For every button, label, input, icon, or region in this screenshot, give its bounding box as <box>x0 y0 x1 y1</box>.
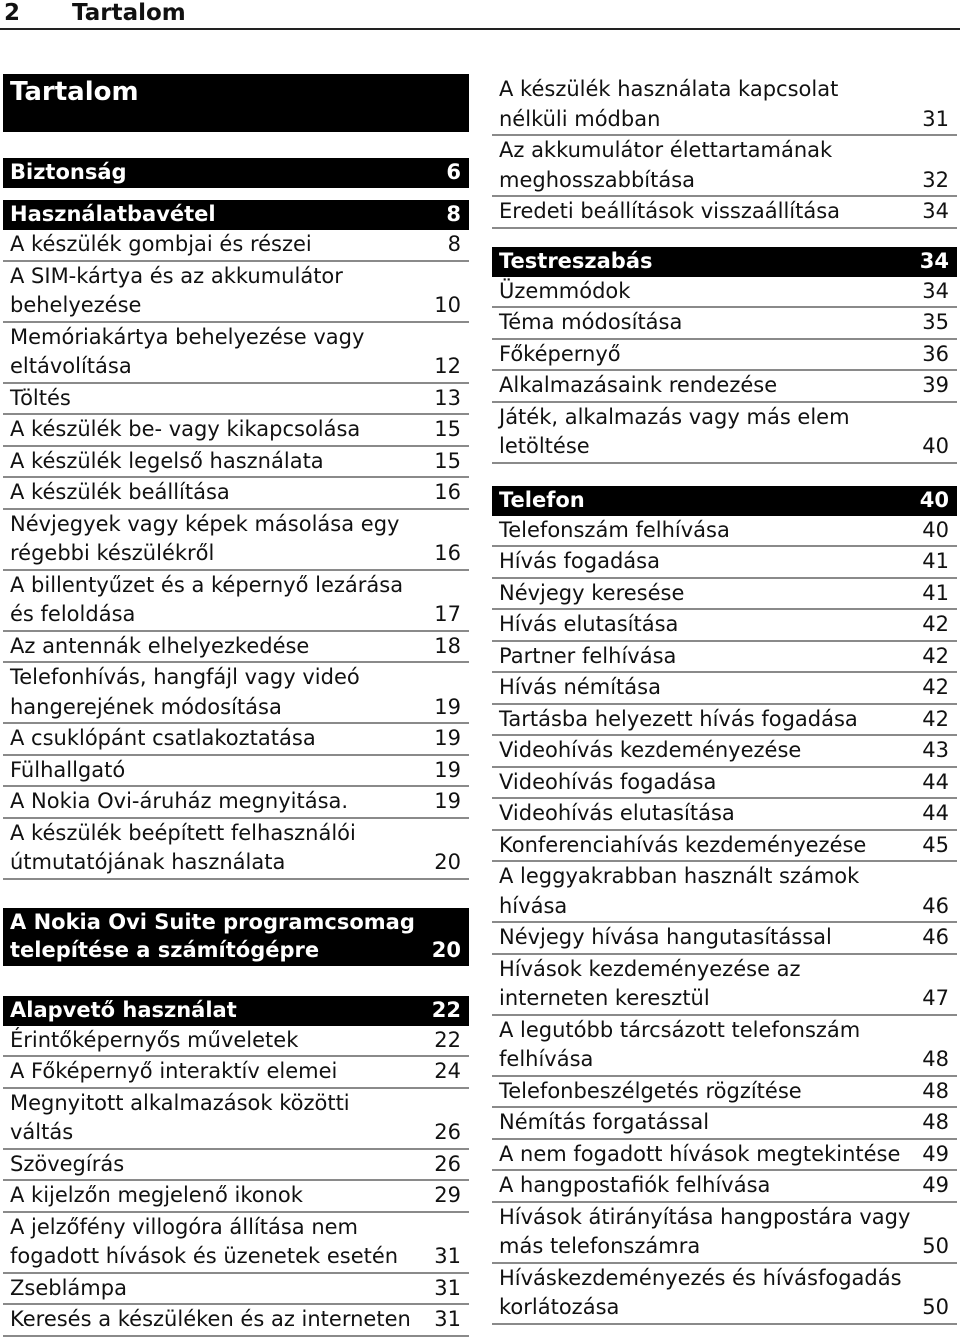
toc-entry-title: Keresés a készüléken és az interneten <box>10 1307 411 1331</box>
toc-entry-title: Érintőképernyős műveletek <box>10 1027 299 1052</box>
toc-page-number: 8 <box>447 232 461 256</box>
toc-entry-title: Zseblámpa <box>10 1275 127 1300</box>
toc-page-number: 50 <box>922 1234 949 1258</box>
toc-entry <box>3 1026 469 1058</box>
toc-entry <box>492 1264 957 1325</box>
toc-entry <box>492 136 957 197</box>
toc-entry-title: Hívás elutasítása <box>499 612 679 636</box>
toc-entry-title: Szövegírás <box>10 1151 125 1176</box>
toc-right-list <box>492 75 957 1325</box>
toc-entry-title: Alkalmazásaink rendezése <box>499 373 778 397</box>
toc-entry-title: A leggyakrabban használt számok hívása <box>499 864 860 918</box>
page-header <box>0 0 960 30</box>
toc-page-number: 10 <box>434 293 461 317</box>
toc-entry-title: Híváskezdeményezés és hívásfogadás korlátozása <box>499 1265 902 1319</box>
toc-entry-title: Partner felhívása <box>499 643 677 668</box>
toc-entry-title: Videohívás kezdeményezése <box>499 738 802 762</box>
toc-page-number: 32 <box>922 167 949 192</box>
toc-entry-title: Névjegy hívása hangutasítással <box>499 925 832 949</box>
toc-entry <box>492 1171 957 1203</box>
toc-page-number: 6 <box>446 160 461 184</box>
toc-page-number: 36 <box>922 341 949 366</box>
toc-entry <box>492 799 957 831</box>
toc-page-number: 16 <box>434 541 461 565</box>
toc-entry <box>492 736 957 768</box>
toc-entry-title: A készülék beállítása <box>10 480 230 504</box>
running-title: Tartalom <box>72 0 186 26</box>
toc-page-number: 19 <box>434 726 461 750</box>
toc-entry-title: Hívás fogadása <box>499 549 660 573</box>
toc-entry <box>3 724 469 756</box>
toc-page-number: 13 <box>434 385 461 410</box>
toc-entry <box>3 262 469 323</box>
toc-page-number: 19 <box>434 694 461 719</box>
toc-entry <box>3 323 469 384</box>
toc-page-number: 46 <box>922 925 949 949</box>
toc-page-number: 34 <box>922 278 949 303</box>
toc-entry-title: A készülék legelső használata <box>10 448 324 473</box>
toc-entry <box>3 1057 469 1089</box>
toc-entry <box>3 787 469 819</box>
toc-page-number: 49 <box>922 1141 949 1166</box>
toc-page-number: 26 <box>434 1120 461 1144</box>
toc-entry <box>492 673 957 705</box>
toc-page-number: 15 <box>434 417 461 441</box>
toc-page-number: 39 <box>922 373 949 397</box>
toc-entry-title: A készülék gombjai és részei <box>10 232 312 256</box>
toc-entry-title: Fülhallgató <box>10 757 126 782</box>
toc-entry-title: Videohívás fogadása <box>499 769 717 794</box>
toc-entry <box>3 1150 469 1182</box>
toc-entry-title: Telefonbeszélgetés rögzítése <box>499 1078 802 1103</box>
toc-page-number: 43 <box>922 738 949 762</box>
toc-entry <box>492 403 957 464</box>
toc-entry <box>492 642 957 674</box>
toc-entry-title: Eredeti beállítások visszaállítása <box>499 199 841 223</box>
toc-entry <box>3 1181 469 1213</box>
toc-page-number: 34 <box>922 199 949 223</box>
toc-section-heading <box>3 158 469 188</box>
toc-page-number: 48 <box>922 1110 949 1134</box>
toc-page-number: 42 <box>922 706 949 731</box>
toc-entry <box>492 831 957 863</box>
toc-entry <box>492 197 957 229</box>
toc-page-number: 29 <box>434 1183 461 1207</box>
toc-entry-title: A jelzőfény villogóra állítása nem fogadott hívások és üzenetek esetén <box>10 1214 399 1268</box>
toc-entry <box>492 1016 957 1077</box>
toc-entry-title: Megnyitott alkalmazások közötti váltás <box>10 1090 350 1144</box>
toc-entry <box>492 610 957 642</box>
toc-entry <box>492 308 957 340</box>
toc-entry <box>3 447 469 479</box>
toc-page-number: 42 <box>922 643 949 668</box>
toc-entry <box>492 277 957 309</box>
toc-section-heading <box>492 247 957 277</box>
toc-entry-title: Üzemmódok <box>499 278 631 303</box>
toc-entry <box>492 579 957 611</box>
toc-page-number: 31 <box>434 1307 461 1331</box>
toc-page-number: 48 <box>922 1047 949 1071</box>
toc-entry <box>492 768 957 800</box>
toc-entry <box>492 1203 957 1264</box>
toc-entry <box>3 510 469 571</box>
toc-entry <box>3 663 469 724</box>
toc-left-list <box>3 158 469 1337</box>
toc-entry-title: A billentyűzet és a képernyő lezárása és feloldása <box>10 572 404 626</box>
toc-entry-title: A Nokia Ovi-áruház megnyitása. <box>10 789 349 813</box>
toc-entry <box>492 75 957 136</box>
toc-entry <box>492 340 957 372</box>
toc-page-number: 48 <box>922 1078 949 1103</box>
toc-entry-title: A hangpostafiók felhívása <box>499 1173 771 1197</box>
toc-entry <box>3 1305 469 1337</box>
toc-section-heading <box>3 908 469 966</box>
toc-entry-title: Videohívás elutasítása <box>499 801 735 825</box>
toc-entry <box>492 705 957 737</box>
toc-section-heading <box>3 200 469 230</box>
toc-page-number: 42 <box>922 675 949 699</box>
toc-entry <box>3 230 469 262</box>
toc-entry <box>3 1213 469 1274</box>
toc-page-number: 49 <box>922 1173 949 1197</box>
toc-page-number: 45 <box>922 832 949 857</box>
toc-page-number: 15 <box>434 448 461 473</box>
toc-entry-title: Főképernyő <box>499 341 621 366</box>
toc-page-number: 44 <box>922 801 949 825</box>
toc-section-title: Alapvető használat <box>10 997 237 1022</box>
toc-entry <box>3 571 469 632</box>
toc-entry-title: Memóriakártya behelyezése vagy eltávolítása <box>10 324 365 378</box>
toc-entry-title: A Főképernyő interaktív elemei <box>10 1059 338 1083</box>
toc-section-title: A Nokia Ovi Suite programcsomag telepítése a számítógépre <box>10 909 415 962</box>
toc-entry <box>3 632 469 664</box>
toc-page-number: 20 <box>434 850 461 874</box>
toc-section-heading <box>3 996 469 1026</box>
toc-entry-title: Telefonszám felhívása <box>499 517 730 542</box>
toc-page-number: 22 <box>431 997 461 1022</box>
toc-entry-title: Töltés <box>10 385 71 410</box>
toc-page-number: 41 <box>922 580 949 605</box>
toc-entry-title: Játék, alkalmazás vagy más elem letöltése <box>499 404 850 458</box>
toc-page-number: 47 <box>922 986 949 1010</box>
toc-page-number: 16 <box>434 480 461 504</box>
toc-entry <box>3 478 469 510</box>
toc-entry-title: A készülék beépített felhasználói útmutatójának használata <box>10 820 356 874</box>
toc-entry-title: Névjegyek vagy képek másolása egy régebbi készülékről <box>10 511 400 565</box>
toc-entry-title: Konferenciahívás kezdeményezése <box>499 832 867 857</box>
toc-entry-title: A csuklópánt csatlakoztatása <box>10 726 316 750</box>
toc-page-number: 20 <box>431 937 461 962</box>
toc-entry-title: A SIM-kártya és az akkumulátor behelyezése <box>10 263 343 317</box>
toc-page-number: 41 <box>922 549 949 573</box>
toc-section-title: Telefon <box>499 487 585 512</box>
toc-section-title: Biztonság <box>10 160 127 184</box>
toc-page-number: 17 <box>434 602 461 626</box>
toc-entry <box>492 1077 957 1109</box>
toc-entry-title: Névjegy keresése <box>499 580 685 605</box>
toc-page-number: 40 <box>922 517 949 542</box>
toc-page-number: 35 <box>922 310 949 334</box>
toc-page-number: 46 <box>922 893 949 918</box>
toc-entry <box>492 547 957 579</box>
toc-entry <box>3 415 469 447</box>
toc-page-number: 31 <box>922 106 949 131</box>
toc-entry-title: Az antennák elhelyezkedése <box>10 633 310 658</box>
toc-entry-title: Hívások átirányítása hangpostára vagy más telefonszámra <box>499 1204 911 1258</box>
toc-page-number: 31 <box>434 1275 461 1300</box>
toc-entry <box>3 819 469 880</box>
toc-entry-title: A nem fogadott hívások megtekintése <box>499 1141 901 1166</box>
toc-page-number: 24 <box>434 1059 461 1083</box>
toc-page-number: 40 <box>922 434 949 458</box>
toc-page-number: 19 <box>434 789 461 813</box>
toc-entry-title: A legutóbb tárcsázott telefonszám felhívása <box>499 1017 861 1071</box>
toc-entry-title: Telefonhívás, hangfájl vagy videó hangerejének módosítása <box>10 665 360 719</box>
toc-page-number: 26 <box>434 1151 461 1176</box>
toc-page-number: 22 <box>434 1027 461 1052</box>
toc-entry-title: Tartásba helyezett hívás fogadása <box>499 706 858 731</box>
toc-entry-title: Az akkumulátor élettartamának meghosszabbítása <box>499 138 833 192</box>
toc-section-title: Használatbavétel <box>10 202 216 226</box>
toc-right-column <box>492 75 957 1325</box>
toc-section-title: Testreszabás <box>499 248 653 273</box>
toc-page-number: 19 <box>434 757 461 782</box>
toc-page-number: 31 <box>434 1244 461 1268</box>
toc-page-number: 44 <box>922 769 949 794</box>
toc-title: Tartalom <box>3 74 469 132</box>
toc-entry <box>492 516 957 548</box>
toc-entry <box>492 1108 957 1140</box>
toc-entry-title: A készülék be- vagy kikapcsolása <box>10 417 361 441</box>
toc-entry <box>3 1274 469 1306</box>
toc-page-number: 34 <box>919 248 949 273</box>
toc-entry <box>492 955 957 1016</box>
toc-entry <box>492 371 957 403</box>
toc-page-number: 12 <box>434 354 461 378</box>
toc-page-number: 40 <box>919 487 949 512</box>
toc-page-number: 18 <box>434 633 461 658</box>
toc-entry-title: A készülék használata kapcsolat nélküli módban <box>499 77 839 131</box>
toc-entry <box>492 923 957 955</box>
toc-page-number: 42 <box>922 612 949 636</box>
toc-page-number: 8 <box>446 202 461 226</box>
toc-entry-title: Téma módosítása <box>499 310 683 334</box>
toc-entry <box>3 1089 469 1150</box>
toc-entry <box>492 862 957 923</box>
toc-entry <box>492 1140 957 1172</box>
toc-section-heading <box>492 486 957 516</box>
toc-left-column <box>3 74 469 1337</box>
toc-entry <box>3 756 469 788</box>
toc-entry-title: A kijelzőn megjelenő ikonok <box>10 1183 303 1207</box>
toc-page-number: 50 <box>922 1295 949 1319</box>
toc-entry <box>3 384 469 416</box>
page-number: 2 <box>4 0 21 26</box>
toc-entry-title: Hívások kezdeményezése az interneten keresztül <box>499 956 801 1010</box>
toc-entry-title: Némítás forgatással <box>499 1110 710 1134</box>
toc-entry-title: Hívás némítása <box>499 675 661 699</box>
